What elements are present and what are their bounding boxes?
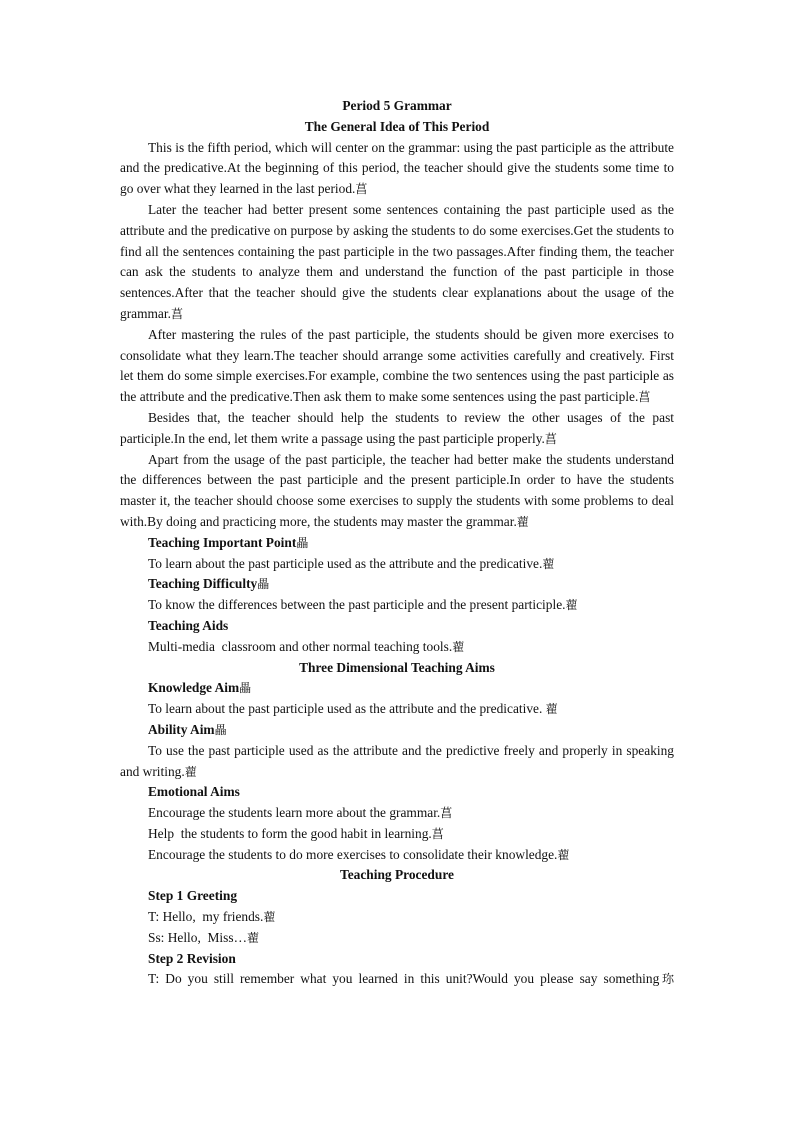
intro-paragraph: After mastering the rules of the past participle, the students should be given more exercises to consolidate what they learn.The teacher should arrange some activities carefully and creatively. First let them do some simple exercises.For example, combine the two sentences using the past participle as the attribute and the predicative.Then ask them to make some sentences using the past participle.菖: [120, 326, 674, 405]
emotional-aim-item: Help the students to form the good habit in learning.菖: [148, 825, 444, 841]
section-title-procedure: Teaching Procedure: [340, 867, 454, 883]
heading-step1: Step 1 Greeting: [148, 888, 238, 904]
heading-step2: Step 2 Revision: [148, 950, 236, 966]
difficulty-text: To know the differences between the past participle and the present participle.藋: [148, 597, 578, 613]
section-title-general-idea: The General Idea of This Period: [304, 118, 490, 134]
knowledge-aim-text: To learn about the past participle used as the attribute and the predicative. 藋: [148, 701, 558, 717]
important-point-text: To learn about the past participle used as the attribute and the predicative.藋: [148, 555, 555, 571]
intro-paragraph: Later the teacher had better present some sentences containing the past participle used as the attribute and the predicative on purpose by asking the students to do some exercises.Get the students to find all the sentences containing the past participle in the two passages.After finding them, the teacher can ask the students to analyze them and understand the function of the past participle in those sentences.After that the teacher should give the students clear explanations about the usage of the grammar.菖: [120, 201, 674, 321]
emotional-aim-item: Encourage the students to do more exercises to consolidate their knowledge.藋: [148, 846, 570, 862]
heading-ability-aim: Ability Aim畾: [148, 721, 227, 737]
heading-emotional-aims: Emotional Aims: [148, 784, 240, 800]
document-title: Period 5 Grammar: [342, 98, 452, 113]
aids-text: Multi-media classroom and other normal teaching tools.藋: [148, 638, 465, 654]
document-page: [120, 96, 674, 990]
ability-aim-text: To use the past participle used as the attribute and the predictive freely and properly in speaking and writing.藋: [120, 742, 674, 779]
intro-paragraph: This is the fifth period, which will center on the grammar: using the past participle as the attribute and the predicative.At the beginning of this period, the teacher should give the students some time to go over what they learned in the last period.菖: [120, 139, 674, 197]
heading-important-point: Teaching Important Point畾: [148, 534, 309, 550]
dialogue-line: T: Do you still remember what you learned in this unit?Would you please say something珎: [148, 971, 674, 987]
intro-paragraph: Besides that, the teacher should help the students to review the other usages of the past participle.In the end, let them write a passage using the past participle properly.菖: [120, 409, 674, 446]
heading-aids: Teaching Aids: [148, 617, 229, 633]
section-title-aims: Three Dimensional Teaching Aims: [299, 659, 495, 675]
dialogue-line: Ss: Hello, Miss…藋: [148, 929, 259, 945]
heading-difficulty: Teaching Difficulty畾: [148, 576, 270, 592]
intro-paragraph: Apart from the usage of the past participle, the teacher had better make the students understand the differences between the past participle and the present participle.In order to have the students master it, the teacher should choose some exercises to supply the students with some problems to deal with.By doing and practicing more, the students may master the grammar.藋: [120, 451, 674, 529]
heading-knowledge-aim: Knowledge Aim畾: [148, 680, 252, 696]
dialogue-line: T: Hello, my friends.藋: [148, 909, 276, 925]
emotional-aim-item: Encourage the students learn more about the grammar.菖: [148, 805, 453, 821]
